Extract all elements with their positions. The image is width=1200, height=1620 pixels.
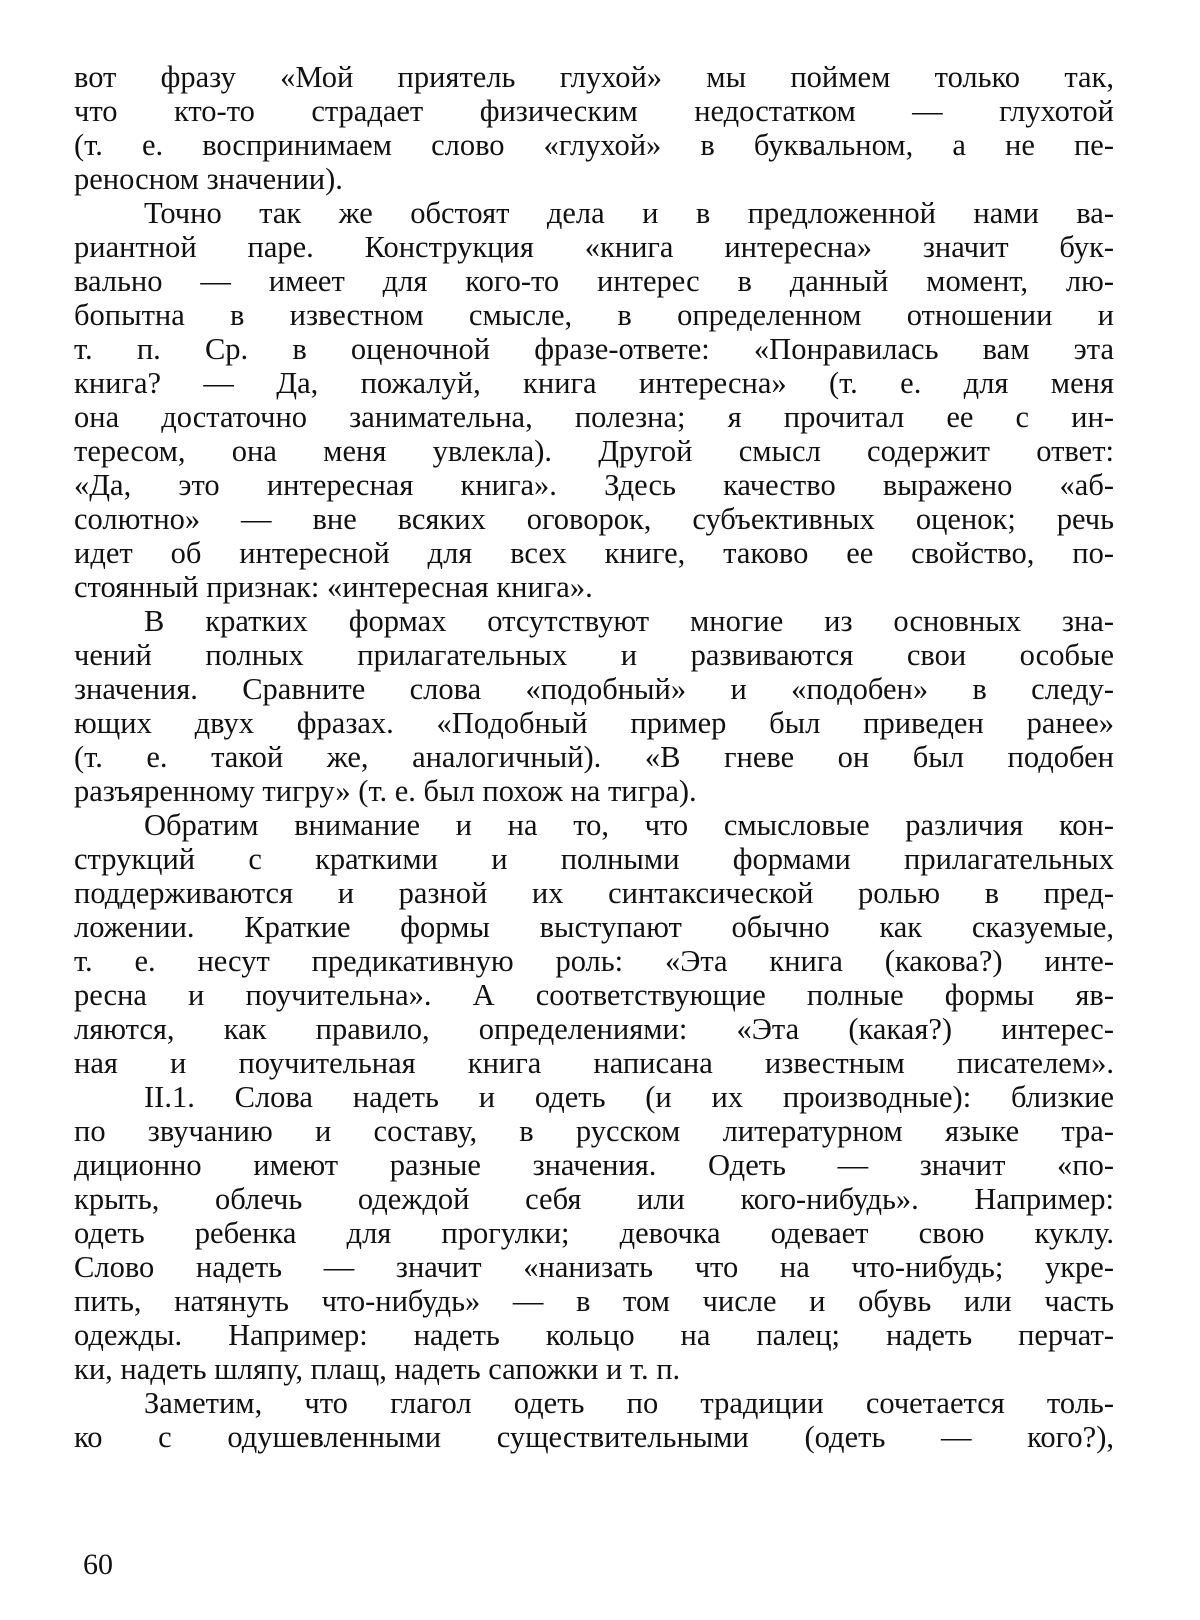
text-line: стоянный признак: «интересная книга».: [74, 570, 593, 604]
text-line: вально — имеет для кого-то интерес в данный момент, лю-: [74, 264, 1114, 298]
text-line: пить, натянуть что-нибудь» — в том числе и обувь или часть: [74, 1284, 1114, 1318]
text-line: книга? — Да, пожалуй, книга интересна» (т. е. для меня: [74, 366, 1114, 400]
body-text: [74, 60, 1114, 1454]
page-number: 60: [83, 1548, 113, 1581]
text-line: т. п. Ср. в оценочной фразе-ответе: «Понравилась вам эта: [74, 332, 1114, 366]
text-line: одеть ребенка для прогулки; девочка одевает свою куклу.: [74, 1216, 1114, 1250]
text-line: крыть, облечь одеждой себя или кого-нибудь». Например:: [74, 1182, 1114, 1216]
text-line: тересом, она меня увлекла). Другой смысл содержит ответ:: [74, 434, 1114, 468]
text-line: II.1. Слова надеть и одеть (и их производные): близкие: [144, 1080, 1114, 1114]
text-line: солютно» — вне всяких оговорок, субъективных оценок; речь: [74, 502, 1114, 536]
text-line: ложении. Краткие формы выступают обычно как сказуемые,: [74, 910, 1114, 944]
text-line: В кратких формах отсутствуют многие из основных зна-: [144, 604, 1114, 638]
text-line: бопытна в известном смысле, в определенном отношении и: [74, 298, 1114, 332]
text-line: ресна и поучительна». А соответствующие полные формы яв-: [74, 978, 1114, 1012]
text-line: Слово надеть — значит «нанизать что на что-нибудь; укре-: [74, 1250, 1114, 1284]
text-line: чений полных прилагательных и развиваются свои особые: [74, 638, 1114, 672]
text-line: ки, надеть шляпу, плащ, надеть сапожки и т. п.: [74, 1352, 681, 1386]
text-line: Точно так же обстоят дела и в предложенной нами ва-: [144, 196, 1114, 230]
text-line: что кто-то страдает физическим недостатком — глухотой: [74, 94, 1114, 128]
text-line: ляются, как правило, определениями: «Эта (какая?) интерес-: [74, 1012, 1114, 1046]
text-line: струкций с краткими и полными формами прилагательных: [74, 842, 1114, 876]
text-line: ко с одушевленными существительными (одеть — кого?),: [74, 1420, 1114, 1454]
text-line: риантной паре. Конструкция «книга интересна» значит бук-: [74, 230, 1114, 264]
text-line: диционно имеют разные значения. Одеть — значит «по-: [74, 1148, 1114, 1182]
text-line: т. е. несут предикативную роль: «Эта книга (какова?) инте-: [74, 944, 1114, 978]
text-line: вот фразу «Мой приятель глухой» мы поймем только так,: [74, 60, 1114, 94]
text-line: разъяренному тигру» (т. е. был похож на тигра).: [74, 774, 697, 808]
text-line: Обратим внимание и на то, что смысловые различия кон-: [144, 808, 1114, 842]
text-line: идет об интересной для всех книге, таково ее свойство, по-: [74, 536, 1114, 570]
text-line: поддерживаются и разной их синтаксической ролью в пред-: [74, 876, 1114, 910]
text-line: одежды. Например: надеть кольцо на палец; надеть перчат-: [74, 1318, 1114, 1352]
text-line: (т. е. такой же, аналогичный). «В гневе он был подобен: [74, 740, 1114, 774]
text-line: реносном значении).: [74, 162, 343, 196]
text-line: значения. Сравните слова «подобный» и «подобен» в следу-: [74, 672, 1114, 706]
text-line: (т. е. воспринимаем слово «глухой» в буквальном, а не пе-: [74, 128, 1114, 162]
text-line: по звучанию и составу, в русском литературном языке тра-: [74, 1114, 1114, 1148]
text-line: она достаточно занимательна, полезна; я прочитал ее с ин-: [74, 400, 1114, 434]
text-line: ная и поучительная книга написана известным писателем».: [74, 1046, 1114, 1080]
text-line: «Да, это интересная книга». Здесь качество выражено «аб-: [74, 468, 1114, 502]
text-line: ющих двух фразах. «Подобный пример был приведен ранее»: [74, 706, 1114, 740]
text-line: Заметим, что глагол одеть по традиции сочетается толь-: [144, 1386, 1114, 1420]
